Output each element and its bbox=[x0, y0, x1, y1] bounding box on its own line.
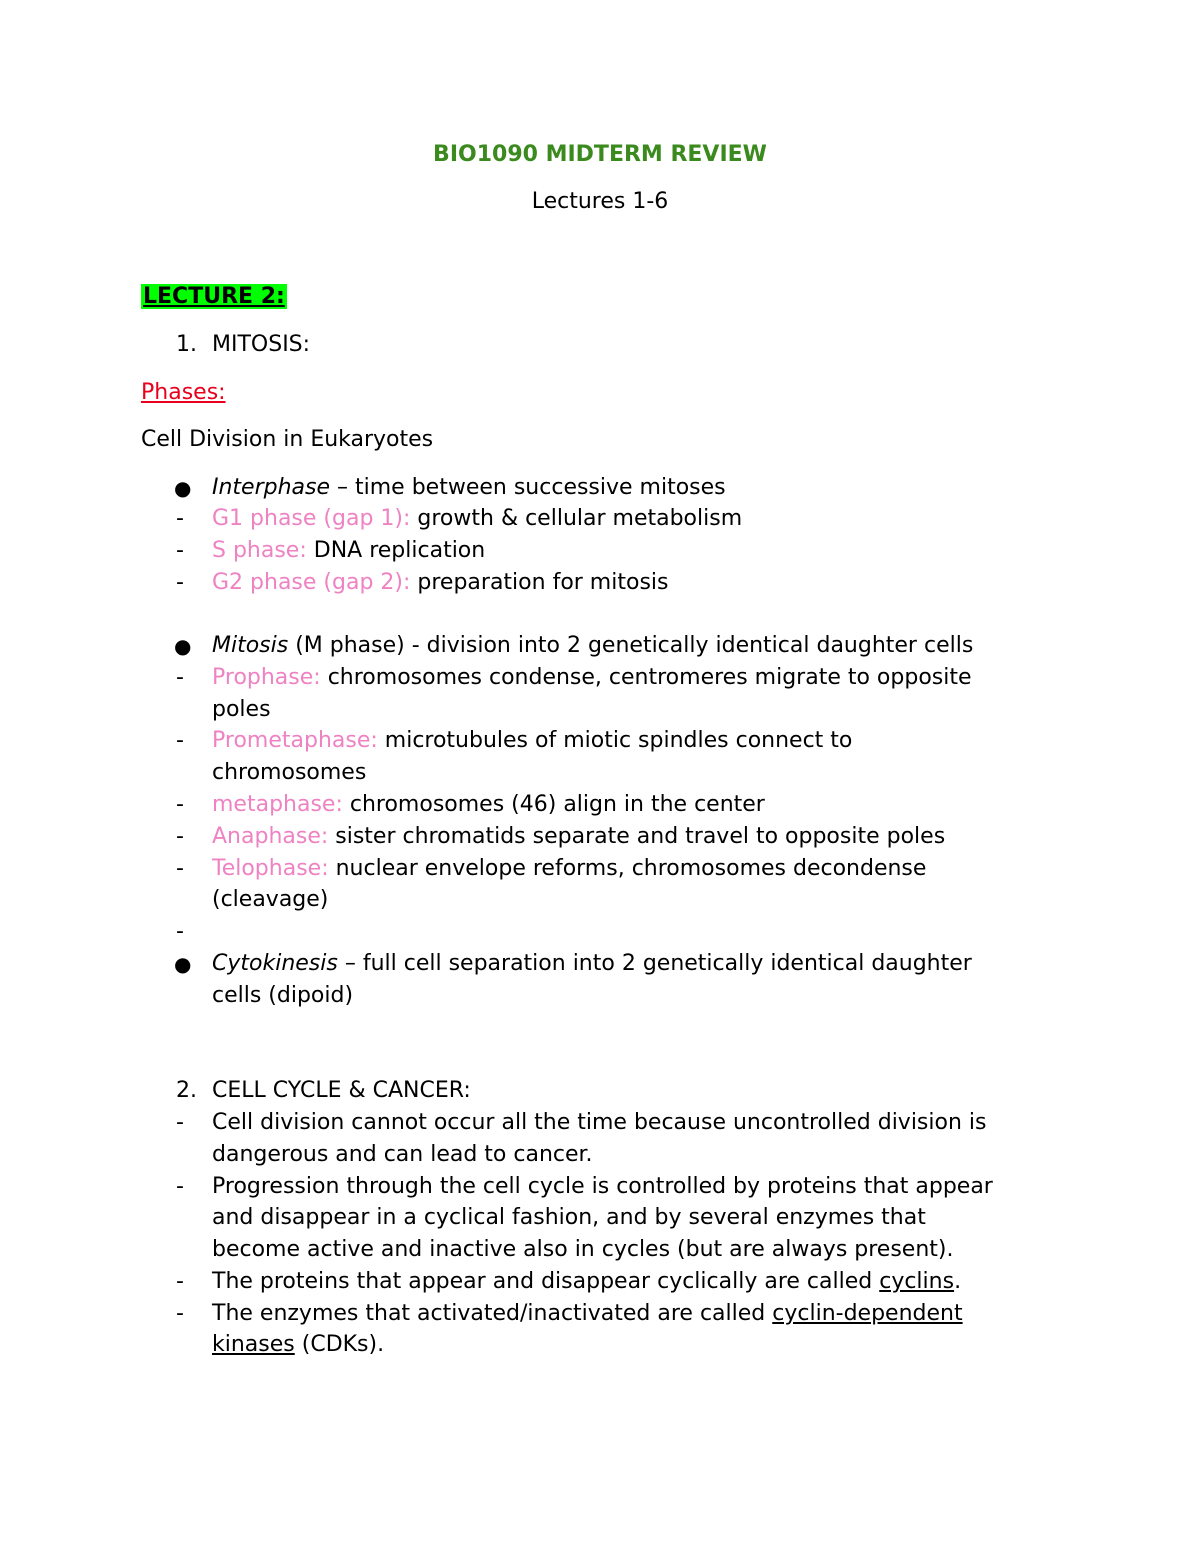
bullet-icon: ● bbox=[174, 476, 192, 500]
item-text: preparation for mitosis bbox=[410, 570, 669, 595]
list-item-s bbox=[212, 536, 485, 566]
underlined-term: cyclin-dependent bbox=[772, 1301, 963, 1326]
item-text: (M phase) - division into 2 genetically identical daughter cells bbox=[288, 633, 974, 658]
dash-icon: - bbox=[176, 665, 184, 690]
dash-icon: - bbox=[176, 919, 184, 944]
phase-label: S phase: bbox=[212, 538, 307, 563]
list-item-g2 bbox=[212, 568, 668, 598]
dash-icon: - bbox=[176, 538, 184, 563]
item-text: microtubules of miotic spindles connect to bbox=[377, 728, 853, 753]
list-item-continuation: cells (dipoid) bbox=[212, 983, 354, 1008]
phase-label: metaphase: bbox=[212, 792, 343, 817]
section-heading-mitosis: MITOSIS: bbox=[212, 332, 311, 357]
item-text: nuclear envelope reforms, chromosomes decondense bbox=[328, 856, 927, 881]
text: . bbox=[954, 1269, 962, 1294]
phase-label: Telophase: bbox=[212, 856, 329, 881]
term: Mitosis bbox=[212, 633, 289, 658]
underlined-term: kinases bbox=[212, 1332, 295, 1357]
list-item-cytokinesis bbox=[212, 949, 972, 979]
list-item-continuation: chromosomes bbox=[212, 760, 367, 785]
list-item-metaphase bbox=[212, 790, 765, 820]
dash-icon: - bbox=[176, 792, 184, 817]
list-item-telophase bbox=[212, 854, 926, 884]
phase-label: Prophase: bbox=[212, 665, 321, 690]
section-number: 2. bbox=[176, 1078, 197, 1103]
phase-label: G1 phase (gap 1): bbox=[212, 506, 411, 531]
item-text: – time between successive mitoses bbox=[330, 475, 726, 500]
text: The proteins that appear and disappear cyclically are called bbox=[212, 1269, 880, 1294]
lecture-label: LECTURE 2: bbox=[143, 284, 285, 309]
bullet-icon: ● bbox=[174, 634, 192, 658]
phase-label: Anaphase: bbox=[212, 824, 329, 849]
term: Cytokinesis bbox=[212, 951, 338, 976]
paragraph-line: Cell division cannot occur all the time because uncontrolled division is bbox=[212, 1110, 987, 1135]
dash-icon: - bbox=[176, 570, 184, 595]
dash-icon: - bbox=[176, 856, 184, 881]
phases-label: Phases: bbox=[141, 380, 226, 405]
list-item-g1 bbox=[212, 504, 742, 534]
paragraph-line: and disappear in a cyclical fashion, and by several enzymes that bbox=[212, 1205, 926, 1230]
text: The enzymes that activated/inactivated are called bbox=[212, 1301, 773, 1326]
paragraph-line: become active and inactive also in cycles (but are always present). bbox=[212, 1237, 954, 1262]
list-item-interphase bbox=[212, 473, 726, 503]
paragraph-line bbox=[212, 1330, 384, 1360]
paragraph-line bbox=[212, 1299, 963, 1329]
item-text: sister chromatids separate and travel to opposite poles bbox=[328, 824, 946, 849]
list-item-anaphase bbox=[212, 822, 945, 852]
dash-icon: - bbox=[176, 824, 184, 849]
underlined-term: cyclins bbox=[879, 1269, 955, 1294]
list-item-continuation: poles bbox=[212, 697, 271, 722]
item-text: DNA replication bbox=[306, 538, 486, 563]
item-text: – full cell separation into 2 genetically identical daughter bbox=[337, 951, 972, 976]
list-item-prophase bbox=[212, 663, 972, 693]
phase-label: G2 phase (gap 2): bbox=[212, 570, 411, 595]
paragraph-line bbox=[212, 1267, 961, 1297]
item-text: chromosomes condense, centromeres migrate to opposite bbox=[320, 665, 972, 690]
text: (CDKs). bbox=[294, 1332, 385, 1357]
section-number: 1. bbox=[176, 332, 197, 357]
list-item-mitosis bbox=[212, 631, 973, 661]
term: Interphase bbox=[212, 475, 331, 500]
dash-icon: - bbox=[176, 1301, 184, 1326]
lecture-heading bbox=[141, 282, 287, 312]
document-title: BIO1090 MIDTERM REVIEW bbox=[433, 142, 767, 167]
item-text: growth & cellular metabolism bbox=[410, 506, 743, 531]
bullet-icon: ● bbox=[174, 952, 192, 976]
paragraph-line: Progression through the cell cycle is controlled by proteins that appear bbox=[212, 1174, 993, 1199]
intro-text: Cell Division in Eukaryotes bbox=[141, 427, 434, 452]
dash-icon: - bbox=[176, 1269, 184, 1294]
item-text: chromosomes (46) align in the center bbox=[342, 792, 765, 817]
document-subtitle: Lectures 1-6 bbox=[531, 189, 669, 214]
list-item-prometaphase bbox=[212, 726, 852, 756]
dash-icon: - bbox=[176, 1110, 184, 1135]
paragraph-line: dangerous and can lead to cancer. bbox=[212, 1142, 593, 1167]
dash-icon: - bbox=[176, 1174, 184, 1199]
dash-icon: - bbox=[176, 728, 184, 753]
phase-label: Prometaphase: bbox=[212, 728, 378, 753]
dash-icon: - bbox=[176, 506, 184, 531]
list-item-continuation: (cleavage) bbox=[212, 887, 329, 912]
section-heading-cell-cycle: CELL CYCLE & CANCER: bbox=[212, 1078, 471, 1103]
